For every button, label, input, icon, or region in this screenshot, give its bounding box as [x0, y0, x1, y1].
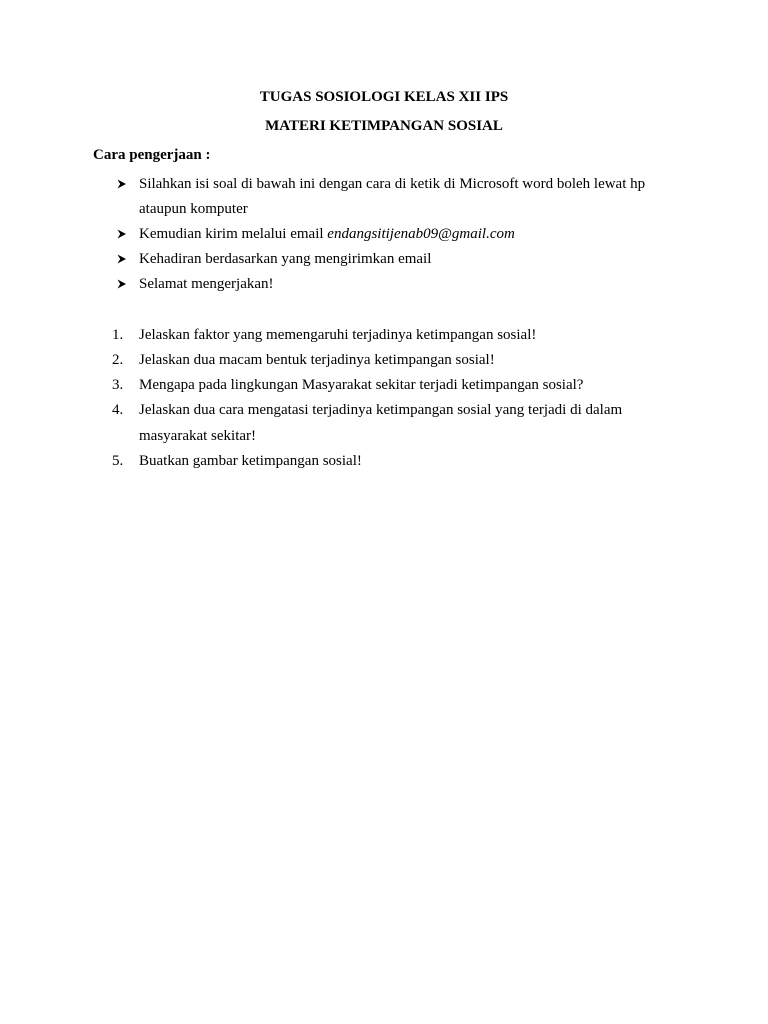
- question-text: Jelaskan faktor yang memengaruhi terjadinya ketimpangan sosial!: [139, 327, 537, 343]
- arrow-bullet-icon: [116, 250, 136, 265]
- instruction-text: Kehadiran berdasarkan yang mengirimkan email: [139, 251, 432, 267]
- question-text: masyarakat sekitar!: [139, 428, 257, 444]
- question-text: Mengapa pada lingkungan Masyarakat sekitar terjadi ketimpangan sosial?: [139, 377, 584, 393]
- email-address: endangsitijenab09@gmail.com: [327, 226, 515, 242]
- instruction-text: [139, 225, 515, 243]
- document-title: TUGAS SOSIOLOGI KELAS XII IPS: [259, 89, 509, 105]
- question-number: 1.: [112, 327, 124, 343]
- document-subtitle: MATERI KETIMPANGAN SOSIAL: [265, 118, 503, 134]
- question-number: 4.: [112, 402, 124, 418]
- arrow-bullet-icon: [116, 225, 136, 240]
- arrow-bullet-icon: [116, 275, 136, 290]
- arrow-bullet-icon: [116, 175, 136, 190]
- question-text: Buatkan gambar ketimpangan sosial!: [139, 453, 362, 469]
- instruction-text-prefix: Kemudian kirim melalui email: [139, 226, 328, 242]
- question-number: 2.: [112, 352, 124, 368]
- instruction-text: ataupun komputer: [139, 201, 248, 217]
- question-text: Jelaskan dua cara mengatasi terjadinya ketimpangan sosial yang terjadi di dalam: [139, 402, 623, 418]
- instructions-label: Cara pengerjaan :: [93, 147, 211, 163]
- instruction-text: Silahkan isi soal di bawah ini dengan cara di ketik di Microsoft word boleh lewat hp: [139, 176, 646, 192]
- question-text: Jelaskan dua macam bentuk terjadinya ketimpangan sosial!: [139, 352, 495, 368]
- question-number: 3.: [112, 377, 124, 393]
- question-number: 5.: [112, 453, 124, 469]
- instruction-text: Selamat mengerjakan!: [139, 276, 274, 292]
